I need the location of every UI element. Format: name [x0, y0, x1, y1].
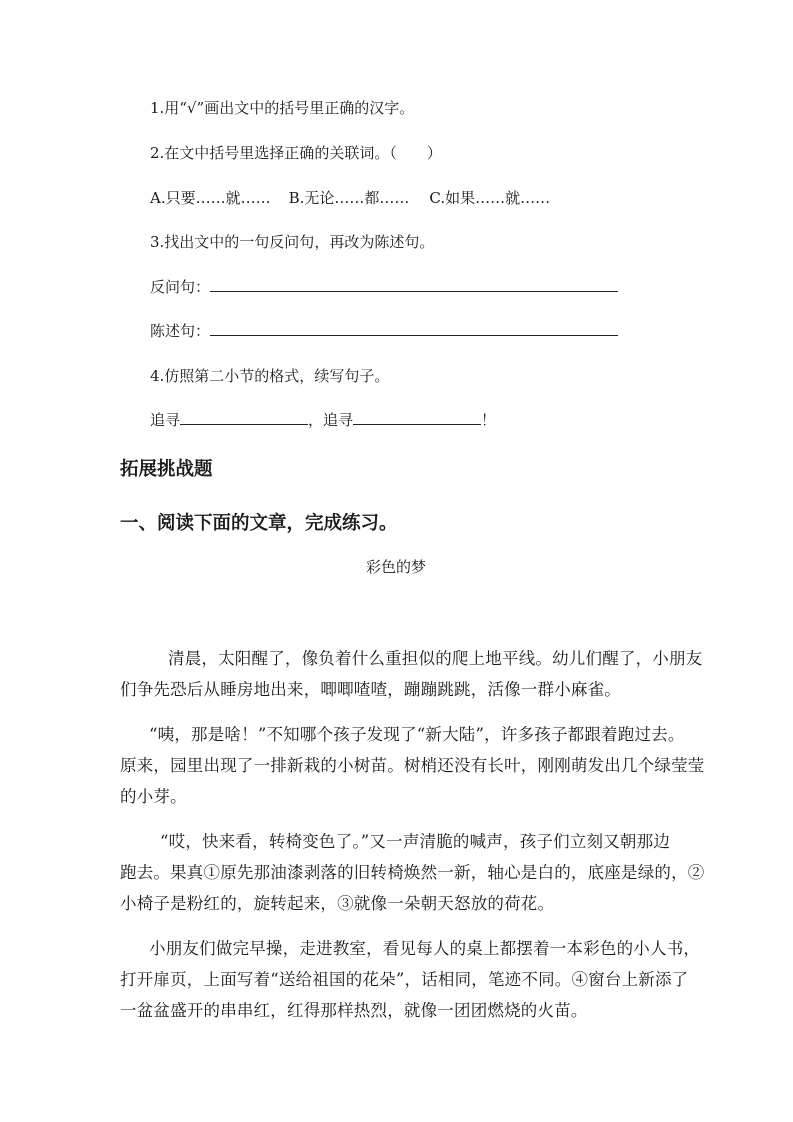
article-line: 跑去。果真①原先那油漆剥落的旧转椅焕然一新，轴心是白的，底座是绿的，②	[120, 863, 705, 882]
declarative-answer-blank[interactable]	[210, 335, 618, 336]
fill-blank-1[interactable]	[180, 424, 308, 425]
question-4: 4.仿照第二小节的格式，续写句子。	[150, 367, 390, 385]
declarative-label: 陈述句：	[150, 322, 211, 340]
rhetorical-label: 反问句：	[150, 278, 211, 296]
section-heading: 拓展挑战题	[120, 459, 213, 480]
fill-prefix-2: ，追寻	[308, 411, 354, 429]
article-line: 原来，园里出现了一排新栽的小树苗。树梢还没有长叶，刚刚萌发出几个绿莹莹	[120, 756, 705, 775]
article-line: 小椅子是粉红的，旋转起来，③就像一朵朝天怒放的荷花。	[120, 894, 555, 913]
option-a: A.只要……就……	[150, 189, 271, 207]
question-3: 3.找出文中的一句反问句，再改为陈述句。	[150, 233, 435, 251]
article-line: 一盆盆盛开的串串红，红得那样热烈，就像一团团燃烧的火苗。	[120, 1001, 588, 1020]
article-line: 们争先恐后从睡房地出来，唧唧喳喳，蹦蹦跳跳，活像一群小麻雀。	[120, 680, 621, 699]
question-2-options	[150, 187, 550, 208]
question-1: 1.用“√”画出文中的括号里正确的汉字。	[150, 99, 415, 117]
question-4-fill-row	[150, 409, 496, 430]
article-line: “哎，快来看，转椅变色了。”又一声清脆的喊声，孩子们立刻又朝那边	[160, 832, 671, 851]
article-line: “咦，那是啥！”不知哪个孩子发现了“新大陆”，许多孩子都跟着跑过去。	[149, 725, 685, 744]
article-title: 彩色的梦	[366, 558, 427, 576]
option-c: C.如果……就……	[429, 189, 551, 207]
article-line: 清晨，太阳醒了，像负着什么重担似的爬上地平线。幼儿们醒了，小朋友	[168, 649, 703, 668]
rhetorical-row	[150, 276, 618, 297]
rhetorical-answer-blank[interactable]	[210, 291, 618, 292]
subsection-heading: 一、阅读下面的文章，完成练习。	[120, 513, 398, 534]
question-2: 2.在文中括号里选择正确的关联词。（ ）	[150, 144, 442, 162]
option-b: B.无论……都……	[288, 189, 410, 207]
article-line: 小朋友们做完早操，走进教室，看见每人的桌上都摆着一本彩色的小人书，	[149, 939, 701, 958]
article-line: 的小芽。	[120, 787, 187, 806]
fill-blank-2[interactable]	[353, 424, 481, 425]
declarative-row	[150, 320, 618, 341]
fill-end: ！	[481, 411, 497, 429]
fill-prefix-1: 追寻	[150, 411, 181, 429]
article-line: 打开扉页，上面写着“送给祖国的花朵”，话相同，笔迹不同。④窗台上新添了	[120, 970, 689, 989]
